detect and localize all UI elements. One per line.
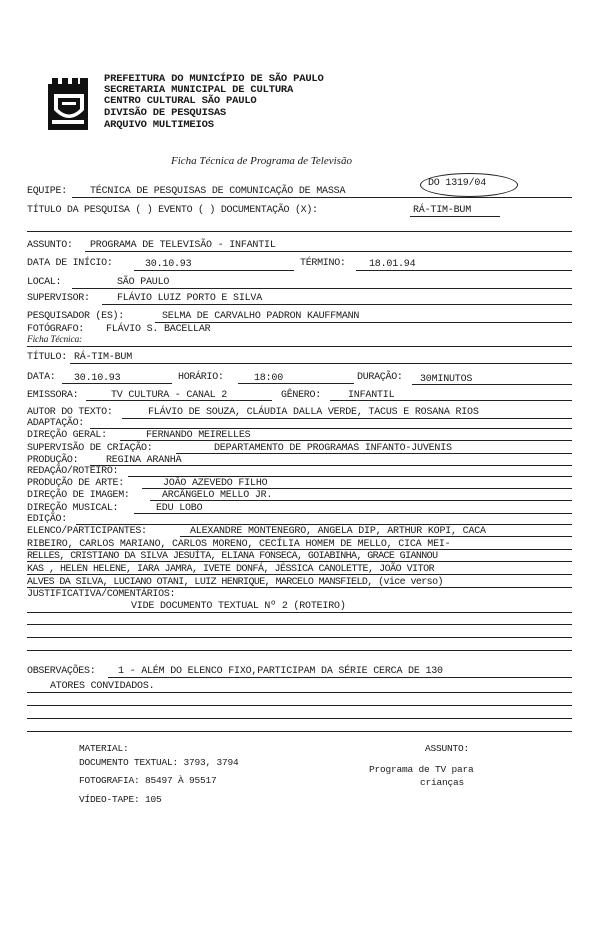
rule — [120, 440, 572, 441]
assunto-value: PROGRAMA DE TELEVISÃO - INFANTIL — [90, 240, 276, 251]
titulo-pesquisa-label: TÍTULO DA PESQUISA ( ) EVENTO ( ) DOCUMENTAÇÃO (X): — [27, 205, 318, 216]
rule — [90, 428, 572, 429]
supervisao-criacao-label: SUPERVISÃO DE CRIAÇÃO: — [27, 443, 153, 454]
rule — [238, 383, 354, 384]
header-line-2: SECRETARIA MUNICIPAL DE CULTURA — [104, 84, 294, 96]
assunto-box-line-2: crianças — [420, 777, 465, 788]
direcao-geral-label: DIREÇÃO GERAL: — [27, 430, 107, 441]
genero-value: INFANTIL — [348, 390, 395, 401]
city-seal-logo — [46, 76, 92, 132]
rule — [72, 197, 572, 198]
rule — [27, 624, 572, 625]
assunto-label: ASSUNTO: — [27, 240, 73, 251]
local-value: SÃO PAULO — [117, 277, 170, 288]
termino-label: TÉRMINO: — [300, 258, 346, 269]
equipe-label: EQUIPE: — [27, 186, 67, 197]
data-value: 30.10.93 — [74, 373, 121, 384]
elenco-line-3: RELLES, CRISTIANO DA SILVA JESUÍTA, ELIANA FONSECA, GOIABINHA, GRACE GIANNOU — [27, 551, 438, 562]
form-title: Ficha Técnica de Programa de Televisão — [171, 155, 352, 167]
pesquisador-label: PESQUISADOR (ES): — [27, 311, 124, 322]
elenco-line-5: ALVES DA SILVA, LUCIANO OTANI, LUIZ HENRIQUE, MARCELO MANSFIELD, (vice verso) — [27, 577, 443, 588]
producao-label: PRODUÇÃO: — [27, 455, 79, 466]
producao-arte-value: JOÃO AZEVEDO FILHO — [163, 478, 268, 489]
rule — [27, 650, 572, 651]
rule — [108, 677, 572, 678]
direcao-musical-value: EDU LOBO — [156, 503, 203, 514]
rule — [27, 587, 572, 588]
rule — [128, 476, 572, 477]
data-inicio-value: 30.10.93 — [145, 259, 192, 270]
pesquisador-value: SELMA DE CARVALHO PADRON KAUFFMANN — [162, 311, 360, 322]
elenco-line-4: KAS , HELEN HELENE, IARA JAMRA, IVETE DONFÁ, JÉSSICA CANOLETTE, JOÃO VITOR — [27, 564, 435, 575]
ficha-tecnica-label: Ficha Técnica: — [27, 335, 82, 345]
rule — [134, 513, 572, 514]
rule — [155, 322, 572, 323]
assunto-box-line-1: Programa de TV para — [369, 764, 474, 775]
rule — [70, 363, 572, 364]
local-label: LOCAL: — [27, 277, 62, 288]
titulo-pesquisa-value: RÁ-TIM-BUM — [413, 205, 472, 216]
material-video-tape: VÍDEO-TAPE: 105 — [79, 794, 162, 805]
rule — [150, 500, 572, 501]
rule — [27, 637, 572, 638]
rule — [412, 384, 572, 385]
stamp-number: DO 1319/04 — [428, 178, 487, 189]
rule — [27, 718, 572, 719]
header-line-4: DIVISÃO DE PESQUISAS — [104, 107, 227, 119]
emissora-label: EMISSORA: — [27, 390, 79, 401]
assunto-box-label: ASSUNTO: — [425, 743, 470, 754]
rule — [102, 304, 572, 305]
direcao-imagem-value: ARCÂNGELO MELLO JR. — [162, 490, 273, 501]
duracao-label: DURAÇÃO: — [357, 372, 403, 383]
header-line-3: CENTRO CULTURAL SÃO PAULO — [104, 95, 257, 107]
direcao-geral-value: FERNANDO MEIRELLES — [146, 430, 251, 441]
elenco-line-1: ALEXANDRE MONTENEGRO, ANGELA DIP, ARTHUR KOPI, CACA — [190, 526, 486, 537]
rule — [134, 270, 294, 271]
rule — [122, 418, 572, 419]
observacoes-line-1: 1 - ALÉM DO ELENCO FIXO,PARTICIPAM DA SÉRIE CERCA DE 130 — [118, 666, 443, 677]
rule — [90, 465, 572, 466]
supervisao-criacao-value: DEPARTAMENTO DE PROGRAMAS INFANTO-JUVENIS — [214, 443, 452, 454]
equipe-value: TÉCNICA DE PESQUISAS DE COMUNICAÇÃO DE MASSA — [90, 186, 346, 197]
justificativa-label: JUSTIFICATIVA/COMENTÁRIOS: — [27, 589, 176, 600]
titulo-value: RÁ-TIM-BUM — [74, 352, 133, 363]
rule — [356, 270, 572, 271]
rule — [85, 251, 572, 252]
justificativa-value: VIDE DOCUMENTO TEXTUAL Nº 2 (ROTEIRO) — [131, 601, 346, 612]
producao-arte-label: PRODUÇÃO DE ARTE: — [27, 478, 124, 489]
emissora-value: TV CULTURA - CANAL 2 — [111, 390, 228, 401]
header-line-1: PREFEITURA DO MUNICÍPIO DE SÃO PAULO — [104, 73, 324, 85]
autor-label: AUTOR DO TEXTO: — [27, 407, 113, 418]
edicao-label: EDIÇÃO: — [27, 514, 67, 525]
elenco-label: ELENCO/PARTICIPANTES: — [27, 526, 147, 537]
rule — [27, 231, 572, 232]
header-line-5: ARQUIVO MULTIMEIOS — [104, 119, 214, 131]
rule — [27, 561, 572, 562]
adaptacao-label: ADAPTAÇÃO: — [27, 418, 85, 429]
termino-value: 18.01.94 — [369, 259, 416, 270]
material-documento-textual: DOCUMENTO TEXTUAL: 3793, 3794 — [79, 757, 239, 768]
supervisor-value: FLÁVIO LUIZ PORTO E SILVA — [117, 293, 263, 304]
rule — [27, 549, 572, 550]
rule — [410, 216, 500, 217]
material-label: MATERIAL: — [79, 743, 129, 754]
producao-value: REGINA ARANHA — [106, 455, 182, 466]
fotografo-value: FLÁVIO S. BACELLAR — [106, 324, 211, 335]
rule — [27, 692, 572, 693]
rule — [142, 488, 572, 489]
material-fotografia: FOTOGRAFIA: 85497 À 95517 — [79, 775, 217, 786]
rule — [76, 524, 572, 525]
rule — [27, 346, 572, 347]
autor-value: FLÁVIO DE SOUZA, CLÁUDIA DALLA VERDE, TACUS E ROSANA RIOS — [148, 407, 479, 418]
horario-value: 18:00 — [254, 373, 284, 384]
rule — [27, 612, 572, 613]
data-inicio-label: DATA DE INÍCIO: — [27, 258, 113, 269]
direcao-musical-label: DIREÇÃO MUSICAL: — [27, 503, 119, 514]
fotografo-label: FOTÓGRAFO: — [27, 324, 85, 335]
duracao-value: 30MINUTOS — [420, 374, 473, 385]
titulo-label: TÍTULO: — [27, 352, 67, 363]
horario-label: HORÁRIO: — [178, 372, 224, 383]
elenco-line-2: RIBEIRO, CARLOS MARIANO, CARLOS MORENO, CECÍLIA HOMEM DE MELLO, CICA MEI- — [27, 539, 451, 550]
rule — [27, 574, 572, 575]
rule — [330, 400, 572, 401]
direcao-imagem-label: DIREÇÃO DE IMAGEM: — [27, 490, 130, 501]
observacoes-label: OBSERVAÇÕES: — [27, 666, 96, 677]
data-label: DATA: — [27, 372, 56, 383]
rule — [72, 288, 572, 289]
rule — [86, 400, 272, 401]
rule — [27, 705, 572, 706]
rule — [27, 731, 572, 732]
genero-label: GÊNERO: — [281, 390, 321, 401]
supervisor-label: SUPERVISOR: — [27, 293, 90, 304]
rule — [176, 453, 572, 454]
rule — [62, 383, 172, 384]
observacoes-line-2: ATORES CONVIDADOS. — [50, 681, 155, 692]
redacao-label: REDAÇÃO/ROTEIRO: — [27, 466, 119, 477]
rule — [180, 536, 572, 537]
